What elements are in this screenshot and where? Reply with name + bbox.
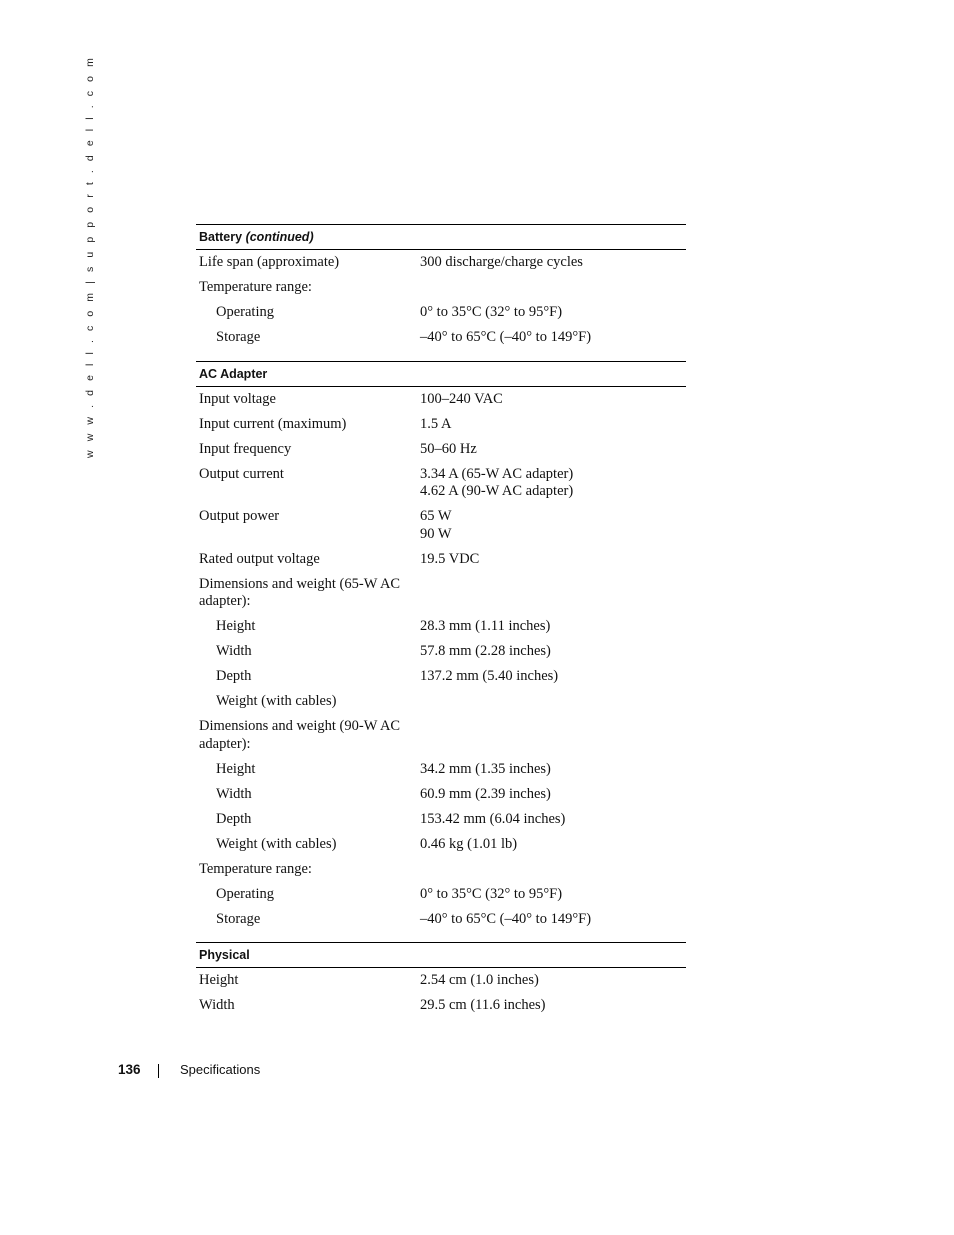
spec-value xyxy=(420,861,686,879)
spec-value-line: 3.34 A (65-W AC adapter) xyxy=(420,465,574,482)
spec-row xyxy=(196,911,686,929)
spec-row xyxy=(196,466,686,501)
spec-row xyxy=(196,551,686,569)
section-header xyxy=(196,942,686,968)
spec-row xyxy=(196,391,686,409)
spec-label: Input voltage xyxy=(199,390,276,407)
spec-row xyxy=(196,416,686,434)
spec-value-line: 100–240 VAC xyxy=(420,390,503,407)
spec-label: Height xyxy=(216,760,256,777)
spec-value xyxy=(420,668,686,686)
spec-value-line: 50–60 Hz xyxy=(420,440,477,457)
spec-value xyxy=(420,811,686,829)
spec-value xyxy=(420,643,686,661)
section-title-suffix: (continued) xyxy=(245,230,314,244)
spec-value-line: 153.42 mm (6.04 inches) xyxy=(420,810,566,827)
spec-value-line: 19.5 VDC xyxy=(420,550,480,567)
spec-section xyxy=(196,361,686,929)
spec-label: Storage xyxy=(216,329,261,345)
spec-label: Input current (maximum) xyxy=(199,415,347,432)
spec-label: Operating xyxy=(216,304,274,320)
spec-label: Temperature range: xyxy=(199,279,312,295)
spec-value xyxy=(420,911,686,929)
spec-row xyxy=(196,279,686,297)
spec-label: Dimensions and weight (90-W AC adapter): xyxy=(199,718,401,752)
spec-value xyxy=(420,972,686,990)
spec-value-line: 0° to 35°C (32° to 95°F) xyxy=(420,885,563,902)
section-header xyxy=(196,361,686,387)
spec-row xyxy=(196,761,686,779)
spec-label: Height xyxy=(216,618,256,634)
spec-value-line: 60.9 mm (2.39 inches) xyxy=(420,785,551,802)
spec-row xyxy=(196,997,686,1015)
spec-label: Operating xyxy=(216,885,274,902)
spec-row xyxy=(196,972,686,990)
spec-label: Output current xyxy=(199,465,284,482)
spec-value-line: 65 W xyxy=(420,508,452,524)
spec-row xyxy=(196,618,686,636)
spec-section xyxy=(196,942,686,1015)
spec-value xyxy=(420,254,686,272)
spec-label: Depth xyxy=(216,668,252,684)
spec-row xyxy=(196,304,686,322)
spec-value-line: 137.2 mm (5.40 inches) xyxy=(420,668,559,684)
spec-value xyxy=(420,416,686,434)
spec-label: Width xyxy=(216,785,252,802)
spec-table xyxy=(196,224,686,1029)
spec-row xyxy=(196,576,686,611)
spec-value xyxy=(420,466,686,501)
spec-label: Width xyxy=(199,997,235,1013)
spec-value xyxy=(420,304,686,322)
section-header xyxy=(196,224,686,250)
spec-label: Output power xyxy=(199,508,280,524)
spec-value xyxy=(420,886,686,904)
footer-separator xyxy=(158,1064,159,1078)
spec-value xyxy=(420,391,686,409)
spec-value-line: –40° to 65°C (–40° to 149°F) xyxy=(420,910,592,927)
spec-row xyxy=(196,508,686,543)
spec-row xyxy=(196,786,686,804)
spec-label: Depth xyxy=(216,810,252,827)
spec-value-line: 2.54 cm (1.0 inches) xyxy=(420,972,539,988)
spec-value-line: 28.3 mm (1.11 inches) xyxy=(420,618,551,634)
footer-title: Specifications xyxy=(180,1062,261,1077)
spec-value xyxy=(420,997,686,1015)
spec-label: Temperature range: xyxy=(199,860,312,877)
spec-label: Dimensions and weight (65-W AC adapter): xyxy=(199,575,401,609)
spec-value xyxy=(420,279,686,297)
spec-label: Height xyxy=(199,972,239,988)
spec-row xyxy=(196,643,686,661)
spec-value xyxy=(420,618,686,636)
spec-value xyxy=(420,718,686,753)
spec-row xyxy=(196,836,686,854)
spec-row xyxy=(196,693,686,711)
spec-row xyxy=(196,329,686,347)
spec-row xyxy=(196,668,686,686)
spec-row xyxy=(196,861,686,879)
spec-value-line: 90 W xyxy=(420,525,452,542)
spec-value xyxy=(420,761,686,779)
spec-label: Weight (with cables) xyxy=(216,835,337,852)
page-number: 136 xyxy=(118,1062,141,1077)
spec-label: Input frequency xyxy=(199,440,292,457)
section-title: AC Adapter xyxy=(199,366,268,381)
spec-row xyxy=(196,811,686,829)
spec-value-line: 4.62 A (90-W AC adapter) xyxy=(420,483,574,499)
side-url: w w w . d e l l . c o m | s u p p o r t . d e l l . c o m xyxy=(84,55,96,458)
spec-value-line: 57.8 mm (2.28 inches) xyxy=(420,643,551,659)
spec-value xyxy=(420,693,686,711)
section-title: Physical xyxy=(199,948,250,962)
spec-row xyxy=(196,718,686,753)
spec-value-line: 34.2 mm (1.35 inches) xyxy=(420,760,551,777)
spec-row xyxy=(196,254,686,272)
spec-value-line: 29.5 cm (11.6 inches) xyxy=(420,997,546,1013)
spec-section xyxy=(196,224,686,347)
spec-row xyxy=(196,441,686,459)
spec-value xyxy=(420,786,686,804)
spec-value xyxy=(420,508,686,543)
spec-value-line: 300 discharge/charge cycles xyxy=(420,254,583,270)
spec-value xyxy=(420,329,686,347)
spec-value-line: 0.46 kg (1.01 lb) xyxy=(420,835,518,852)
spec-label: Storage xyxy=(216,910,261,927)
spec-label: Life span (approximate) xyxy=(199,254,340,270)
spec-value xyxy=(420,836,686,854)
spec-label: Weight (with cables) xyxy=(216,693,337,709)
spec-row xyxy=(196,886,686,904)
section-title: Battery xyxy=(199,230,243,244)
spec-label: Width xyxy=(216,643,252,659)
spec-value xyxy=(420,441,686,459)
spec-value-line: 0° to 35°C (32° to 95°F) xyxy=(420,304,563,320)
spec-value-line: 1.5 A xyxy=(420,415,452,432)
spec-label: Rated output voltage xyxy=(199,550,320,567)
spec-value-line: –40° to 65°C (–40° to 149°F) xyxy=(420,329,592,345)
spec-value xyxy=(420,551,686,569)
spec-value xyxy=(420,576,686,611)
